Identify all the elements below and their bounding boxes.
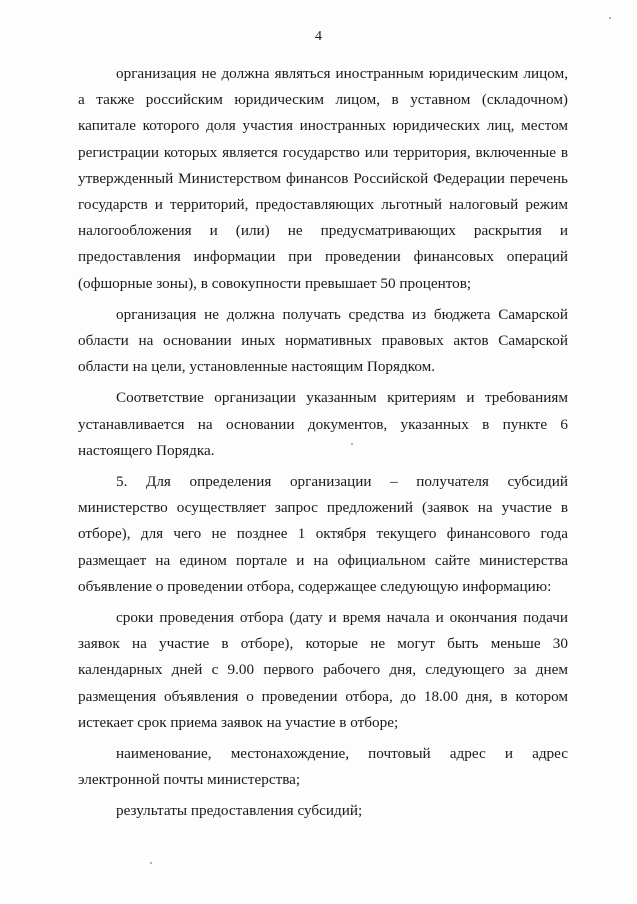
paragraph-offshore-requirement: организация не должна являться иностранным юридическим лицом, а также российским юридическим лицом, в уставном (складочном) капитале которого доля участия иностранных юридических лиц, местом регистрации которых является государство или территория, включенные в утвержденный Министерством финансов Российской Федерации перечень государств и территорий, предоставляющих льготный налоговый режим налогообложения и (или) не предусматривающих раскрытия и предоставления информации при проведении финансовых операций (офшорные зоны), в совокупности превышает 50 процентов; <box>78 65 568 292</box>
paragraph-subsidy-results: результаты предоставления субсидий; <box>116 802 363 820</box>
scan-speck <box>150 862 152 864</box>
paragraph-selection-dates: сроки проведения отбора (дату и время начала и окончания подачи заявок на участие в отборе), которые не могут быть меньше 30 календарных дней с 9.00 первого рабочего дня, следующего за днем размещения объявления о проведении отбора, до 18.00 дня, в котором истекает срок приема заявок на участие в отборе; <box>78 609 568 731</box>
scan-speck <box>351 443 353 445</box>
paragraph-compliance: Соответствие организации указанным критериям и требованиям устанавливается на основании документов, указанных в пункте 6 настоящего Порядка. <box>78 389 568 459</box>
page-number: 4 <box>315 29 322 44</box>
document-body <box>78 61 568 825</box>
paragraph-item-5: 5. Для определения организации – получателя субсидий министерство осуществляет запрос предложений (заявок на участие в отборе), для чего не позднее 1 октября текущего финансового года размещает на едином портале и на официальном сайте министерства объявление о проведении отбора, содержащее следующую информацию: <box>78 473 568 595</box>
paragraph-ministry-address: наименование, местонахождение, почтовый адрес и адрес электронной почты министерства; <box>78 745 568 789</box>
paragraph-budget-requirement: организация не должна получать средства из бюджета Самарской области на основании иных нормативных правовых актов Самарской области на цели, установленные настоящим Порядком. <box>78 305 568 376</box>
scan-speck <box>609 17 611 19</box>
